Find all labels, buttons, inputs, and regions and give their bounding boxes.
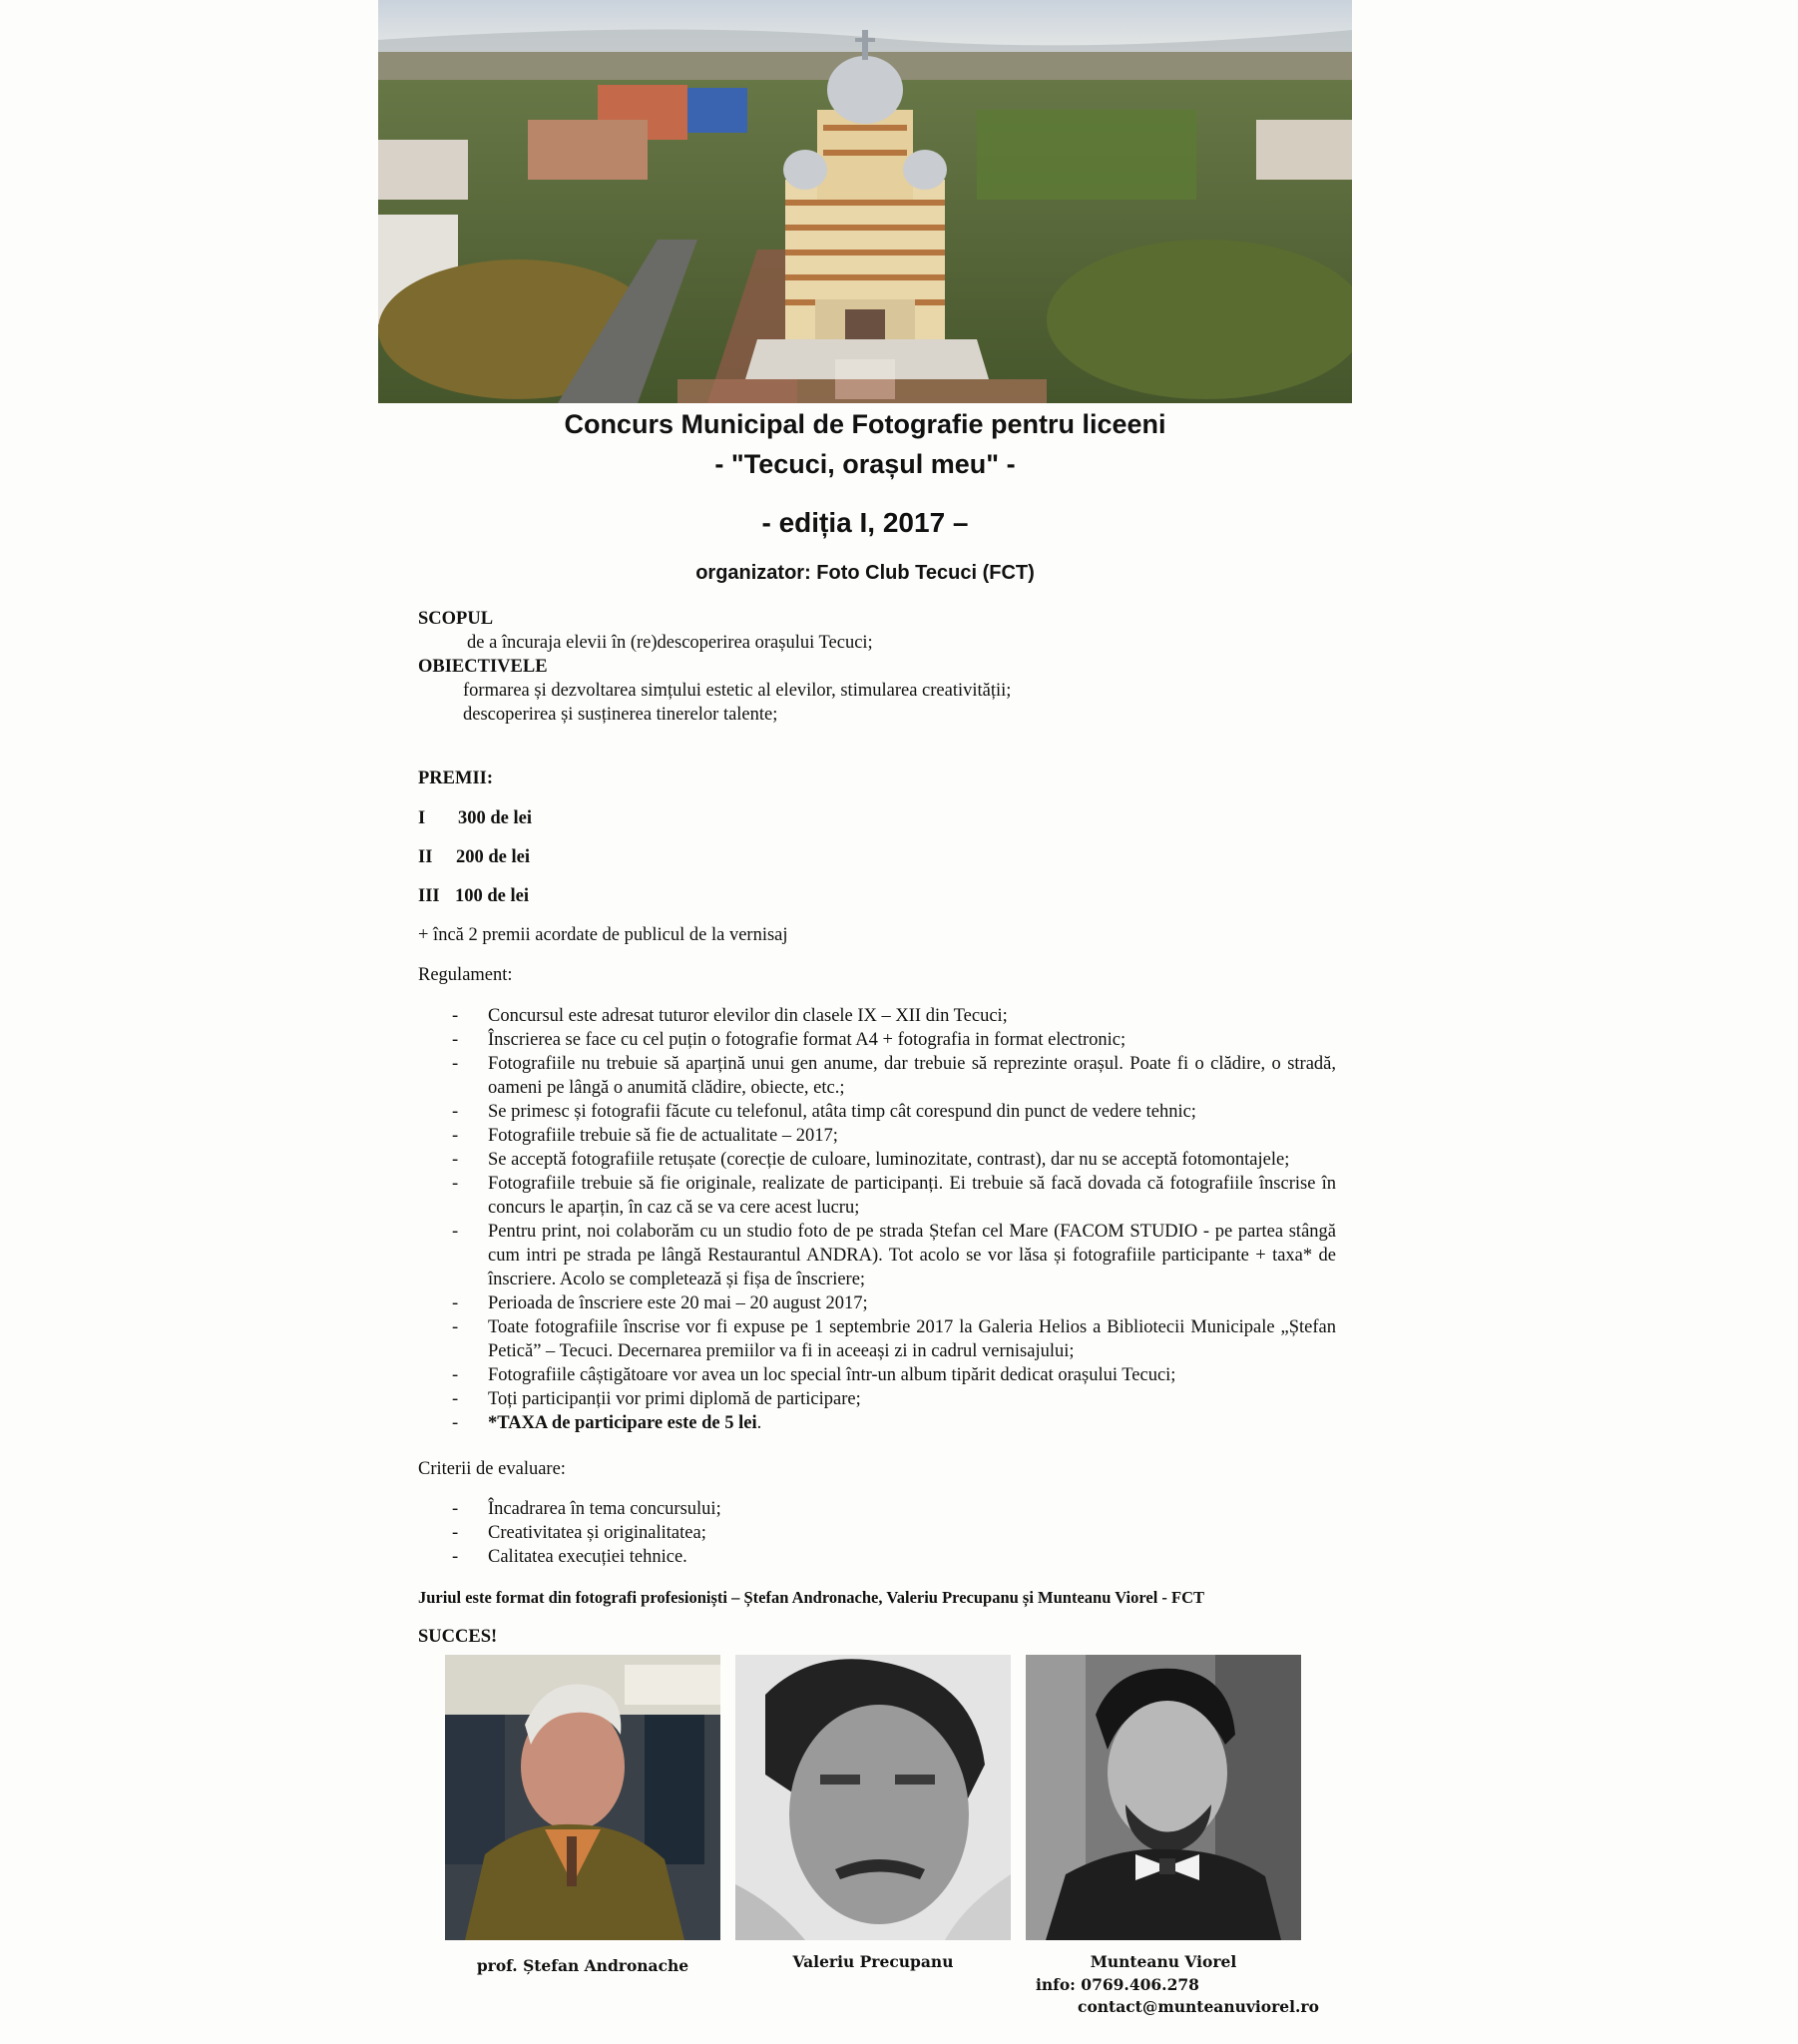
criteria-list bbox=[418, 1497, 1336, 1569]
portrait-stefan-andronache bbox=[445, 1655, 720, 1940]
prize-amount: 100 de lei bbox=[455, 886, 529, 906]
rule-item: - Toți participanții vor primi diplomă de participare; bbox=[418, 1387, 1336, 1411]
title-line-1: Concurs Municipal de Fotografie pentru liceeni bbox=[564, 409, 1166, 439]
rule-item: - Fotografiile trebuie să fie originale, realizate de participanți. Ei trebuie să facă dovada că fotografiile înscrise în concurs le aparțin, în caz că se va cere acest lucru; bbox=[418, 1172, 1336, 1220]
prize-amount: 300 de lei bbox=[458, 808, 532, 828]
prize-amount: 200 de lei bbox=[456, 847, 530, 867]
closing-text: SUCCES! bbox=[418, 1627, 498, 1647]
objective-item: formarea și dezvoltarea simțului estetic al elevilor, stimularea creativității; bbox=[463, 681, 1012, 701]
prize-rank: II bbox=[418, 847, 433, 867]
rule-item: - Înscrierea se face cu cel puțin o fotografie format A4 + fotografia in format electronic; bbox=[418, 1028, 1336, 1052]
criteria-heading: Criterii de evaluare: bbox=[418, 1459, 566, 1479]
jury-text: Juriul este format din fotografi profesioniști – Ștefan Andronache, Valeriu Precupanu și Munteanu Viorel - FCT bbox=[418, 1588, 1205, 1607]
prize-rank: III bbox=[418, 886, 440, 906]
criteria-item: - Calitatea execuției tehnice. bbox=[418, 1545, 1336, 1569]
title-line-2: - "Tecuci, orașul meu" - bbox=[714, 449, 1016, 479]
rule-item: - Toate fotografiile înscrise vor fi expuse pe 1 septembrie 2017 la Galeria Helios a Bibliotecii Municipale „Ștefan Petică” – Tecuci. Decernarea premiilor va fi in aceeași zi in cadrul vernisajului; bbox=[418, 1315, 1336, 1363]
scope-heading: SCOPUL bbox=[418, 609, 494, 629]
contact-phone: info: 0769.406.278 bbox=[1036, 1975, 1199, 1994]
rule-item: - Fotografiile câștigătoare vor avea un loc special într-un album tipărit dedicat orașului Tecuci; bbox=[418, 1363, 1336, 1387]
hero-photo-cathedral bbox=[378, 0, 1352, 403]
caption-stefan-andronache: prof. Ștefan Andronache bbox=[476, 1956, 689, 1975]
scope-text: de a încuraja elevii în (re)descoperirea orașului Tecuci; bbox=[467, 633, 873, 653]
rule-item-tax bbox=[418, 1411, 1336, 1435]
criteria-item: - Creativitatea și originalitatea; bbox=[418, 1521, 1336, 1545]
caption-valeriu-precupanu: Valeriu Precupanu bbox=[792, 1952, 954, 1971]
prize-row bbox=[418, 884, 529, 908]
rules-heading: Regulament: bbox=[418, 965, 513, 985]
rule-item: - Fotografiile nu trebuie să aparțină unui gen anume, dar trebuie să reprezinte orașul. Poate fi o clădire, o stradă, oameni pe lângă o anumită clădire, obiecte, etc.; bbox=[418, 1052, 1336, 1100]
portrait-munteanu-viorel bbox=[1026, 1655, 1301, 1940]
prize-rank: I bbox=[418, 808, 426, 828]
prize-row bbox=[418, 845, 530, 869]
tax-end: . bbox=[756, 1413, 762, 1433]
objectives-heading: OBIECTIVELE bbox=[418, 657, 548, 677]
objective-item: descoperirea și susținerea tinerelor talente; bbox=[463, 705, 778, 725]
tax-text: *TAXA de participare este de 5 lei bbox=[488, 1413, 757, 1433]
prizes-extra: + încă 2 premii acordate de publicul de la vernisaj bbox=[418, 925, 788, 945]
rule-item: - Se primesc și fotografii făcute cu telefonul, atâta timp cât corespund din punct de vedere tehnic; bbox=[418, 1100, 1336, 1124]
prize-row bbox=[418, 806, 532, 830]
caption-munteanu-viorel: Munteanu Viorel bbox=[1090, 1952, 1237, 1971]
criteria-item: - Încadrarea în tema concursului; bbox=[418, 1497, 1336, 1521]
prizes-heading: PREMII: bbox=[418, 768, 494, 788]
edition-title: - ediția I, 2017 – bbox=[761, 507, 969, 538]
organizer-line: organizator: Foto Club Tecuci (FCT) bbox=[695, 562, 1035, 584]
rule-item: - Fotografiile trebuie să fie de actualitate – 2017; bbox=[418, 1124, 1336, 1148]
rules-list bbox=[418, 1004, 1336, 1435]
rule-item: - Concursul este adresat tuturor elevilor din clasele IX – XII din Tecuci; bbox=[418, 1004, 1336, 1028]
portrait-valeriu-precupanu bbox=[735, 1655, 1011, 1940]
contact-email[interactable]: contact@munteanuviorel.ro bbox=[1078, 1997, 1319, 2016]
rule-item: - Se acceptă fotografiile retușate (corecție de culoare, luminozitate, contrast), dar nu se acceptă fotomontajele; bbox=[418, 1148, 1336, 1172]
rule-item: - Perioada de înscriere este 20 mai – 20 august 2017; bbox=[418, 1291, 1336, 1315]
rule-item: - Pentru print, noi colaborăm cu un studio foto de pe strada Ștefan cel Mare (FACOM STUDIO - pe partea stângă cum intri pe strada pe lângă Restaurantul ANDRA). Tot acolo se vor lăsa și fotografiile participante + taxa* de înscriere. Acolo se completează și fișa de înscriere; bbox=[418, 1220, 1336, 1291]
